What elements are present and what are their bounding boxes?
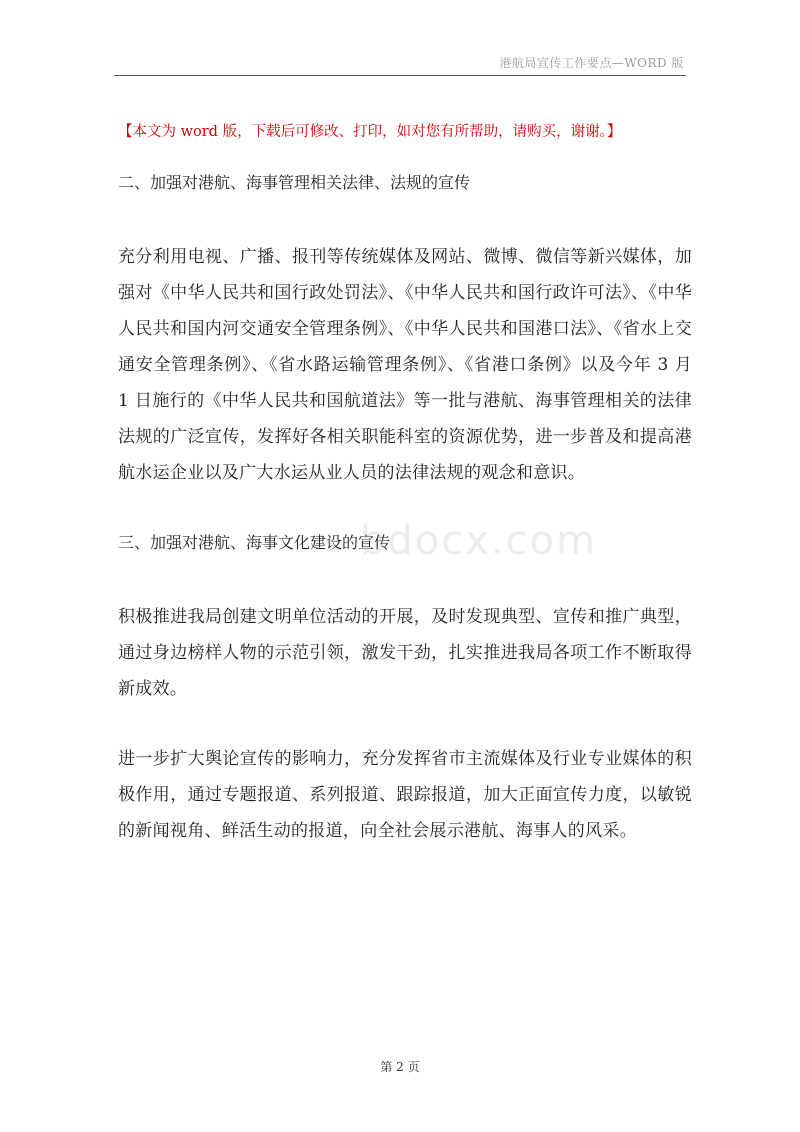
paragraph: 充分利用电视、广播、报刊等传统媒体及网站、微博、微信等新兴媒体，加强对《中华人民共和国行政处罚法》、《中华人民共和国行政许可法》、《中华人民共和国内河交通安全管理条例》、《中华人民共和国港口法》、《省水上交通安全管理条例》、《省水路运输管理条例》、《省港口条例》以及今年 3 月 1 日施行的《中华人民共和国航道法》等一批与港航、海事管理相关的法律法规的广泛宣传，发挥好各相关职能科室的资源优势，进一步普及和提高港航水运企业以及广大水运从业人员的法律法规的观念和意识。 — [118, 247, 692, 483]
document-header-title: 港航局宣传工作要点—WORD 版 — [499, 56, 684, 70]
page-number: 第 2 页 — [380, 1060, 420, 1074]
download-notice: 【本文为 word 版，下载后可修改、打印，如对您有所帮助，请购买，谢谢。】 — [118, 124, 622, 140]
paragraph: 积极推进我局创建文明单位活动的开展，及时发现典型、宣传和推广典型，通过身边榜样人物的示范引领，激发干劲，扎实推进我局各项工作不断取得新成效。 — [118, 607, 692, 699]
section-heading-2: 二、加强对港航、海事管理相关法律、法规的宣传 — [118, 173, 471, 192]
header-divider — [114, 75, 686, 76]
document-body — [118, 165, 692, 883]
watermark-text: bdocx.com — [360, 518, 598, 564]
paragraph: 进一步扩大舆论宣传的影响力，充分发挥省市主流媒体及行业专业媒体的积极作用，通过专题报道、系列报道、跟踪报道，加大正面宣传力度，以敏锐的新闻视角、鲜活生动的报道，向全社会展示港航、海事人的风采。 — [118, 749, 692, 841]
section-heading-3: 三、加强对港航、海事文化建设的宣传 — [118, 533, 391, 552]
